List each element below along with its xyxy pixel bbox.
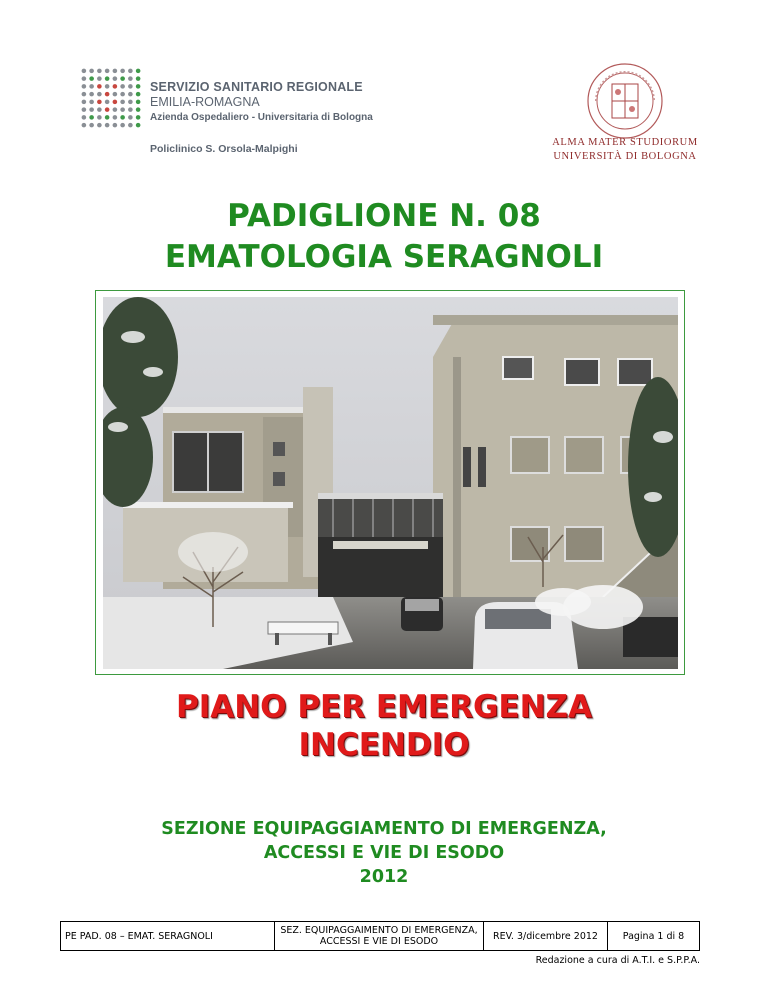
logo-dot	[128, 92, 133, 97]
logo-dot	[120, 84, 125, 89]
university-seal-icon	[586, 62, 664, 140]
logo-dot	[136, 84, 141, 89]
logo-dot	[136, 69, 141, 74]
logo-dot	[82, 123, 87, 128]
logo-dot	[89, 76, 94, 81]
logo-dot	[105, 115, 110, 120]
logo-dot	[105, 76, 110, 81]
logo-dot	[120, 92, 125, 97]
footer-section-line-2: ACCESSI E VIE DI ESODO	[319, 936, 439, 947]
logo-dot	[82, 100, 87, 105]
logo-dot	[89, 69, 94, 74]
logo-dot	[120, 76, 125, 81]
logo-dot	[97, 100, 102, 105]
logo-dot	[136, 107, 141, 112]
logo-dot	[128, 76, 133, 81]
logo-dot	[97, 76, 102, 81]
logo-dot	[120, 69, 125, 74]
page-title-line-1: PADIGLIONE N. 08	[227, 198, 541, 234]
page-title-line-2: EMATOLOGIA SERAGNOLI	[164, 239, 604, 275]
logo-dot	[105, 92, 110, 97]
logo-dot	[97, 92, 102, 97]
logo-dot	[136, 76, 141, 81]
logo-dot	[120, 100, 125, 105]
logo-dot	[113, 92, 118, 97]
logo-dot	[128, 115, 133, 120]
footer-table	[60, 921, 700, 951]
unibo-line-2: UNIVERSITÀ DI BOLOGNA	[553, 151, 697, 162]
logo-dot	[128, 84, 133, 89]
logo-dot	[128, 100, 133, 105]
footer-page-number: Pagina 1 di 8	[608, 922, 700, 951]
logo-dot	[105, 69, 110, 74]
logo-dot	[136, 92, 141, 97]
logo-dot	[82, 92, 87, 97]
unibo-logo-text	[545, 136, 705, 164]
logo-dot	[89, 100, 94, 105]
logo-dot	[97, 84, 102, 89]
ssr-line-2: EMILIA-ROMAGNA	[150, 95, 260, 109]
logo-dot	[113, 123, 118, 128]
building-photo	[103, 297, 678, 669]
logo-dot	[136, 115, 141, 120]
section-line-2: ACCESSI E VIE DI ESODO	[263, 843, 505, 863]
logo-dot	[128, 123, 133, 128]
logo-dot	[113, 107, 118, 112]
logo-dot	[82, 107, 87, 112]
footer-revision: REV. 3/dicembre 2012	[484, 922, 608, 951]
logo-dot	[105, 100, 110, 105]
logo-dot	[105, 107, 110, 112]
logo-dot	[89, 92, 94, 97]
ssr-logo-text	[150, 80, 373, 123]
logo-dot	[113, 76, 118, 81]
logo-dot	[128, 107, 133, 112]
logo-dot	[89, 107, 94, 112]
plan-title-line-1: PIANO PER EMERGENZA	[175, 689, 592, 725]
plan-title-line-2: INCENDIO	[298, 727, 470, 763]
logo-dot	[120, 107, 125, 112]
footer-section-line-1: SEZ. EQUIPAGGAIMENTO DI EMERGENZA,	[280, 925, 478, 936]
logo-dot	[113, 100, 118, 105]
logo-dot	[120, 115, 125, 120]
footer-doc-code: PE PAD. 08 – EMAT. SERAGNOLI	[61, 922, 275, 951]
logo-dot	[105, 84, 110, 89]
logo-dot	[105, 123, 110, 128]
logo-dot	[89, 84, 94, 89]
logo-dot	[97, 115, 102, 120]
section-line-1: SEZIONE EQUIPAGGIAMENTO DI EMERGENZA,	[161, 819, 607, 839]
section-year: 2012	[359, 867, 409, 887]
logo-dot	[136, 123, 141, 128]
logo-dot	[120, 123, 125, 128]
logo-dot	[128, 69, 133, 74]
logo-dot	[82, 69, 87, 74]
ssr-line-1: SERVIZIO SANITARIO REGIONALE	[150, 80, 363, 94]
logo-dot	[82, 84, 87, 89]
footer-credit: Redazione a cura di A.T.I. e S.P.P.A.	[535, 955, 700, 966]
logo-dot	[136, 100, 141, 105]
logo-dot	[97, 123, 102, 128]
logo-dot	[113, 69, 118, 74]
unibo-line-1: ALMA MATER STUDIORUM	[552, 137, 698, 148]
logo-dot	[82, 76, 87, 81]
ssr-line-3: Azienda Ospedaliero - Universitaria di Bologna	[150, 112, 373, 123]
logo-dot	[89, 115, 94, 120]
footer-section	[275, 922, 484, 951]
ssr-line-4: Policlinico S. Orsola-Malpighi	[150, 143, 298, 155]
dot-grid-logo-icon	[80, 67, 142, 129]
logo-dot	[97, 107, 102, 112]
logo-dot	[113, 115, 118, 120]
logo-dot	[97, 69, 102, 74]
logo-dot	[113, 84, 118, 89]
logo-dot	[89, 123, 94, 128]
logo-dot	[82, 115, 87, 120]
